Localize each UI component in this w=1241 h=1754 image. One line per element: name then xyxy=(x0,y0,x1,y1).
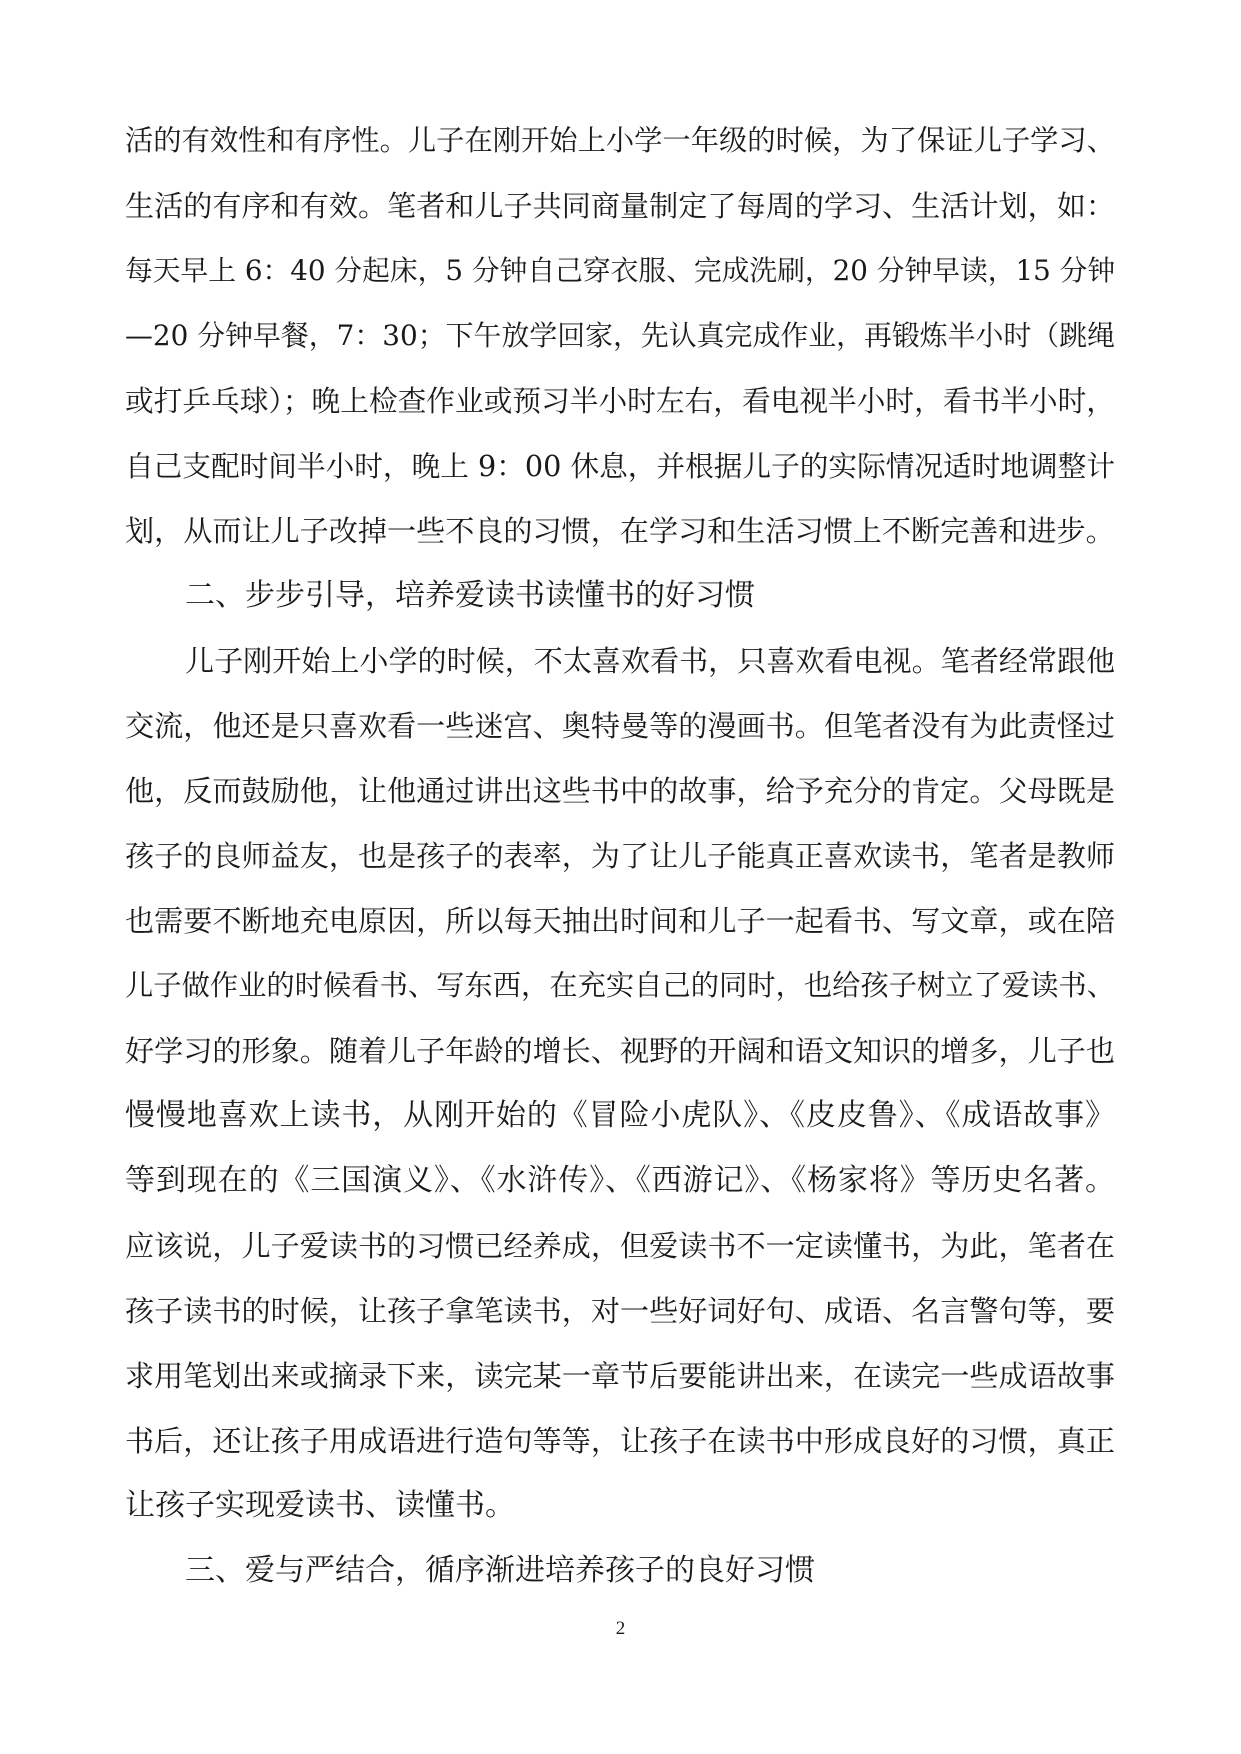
text-line: 孩子的良师益友，也是孩子的表率，为了让儿子能真正喜欢读书，笔者是教师 xyxy=(125,839,1115,873)
page-number: 2 xyxy=(615,1618,626,1639)
text-line: 活的有效性和有序性。儿子在刚开始上小学一年级的时候，为了保证儿子学习、 xyxy=(125,124,1115,157)
text-line: 自己支配时间半小时，晚上 9：00 休息，并根据儿子的实际情况适时地调整计 xyxy=(125,449,1115,483)
text-line: 等到现在的《三国演义》、《水浒传》、《西游记》、《杨家将》等历史名著。 xyxy=(125,1163,1115,1198)
text-line: 求用笔划出来或摘录下来，读完某一章节后要能讲出来，在读完一些成语故事 xyxy=(125,1359,1115,1393)
text-line: 划，从而让儿子改掉一些不良的习惯，在学习和生活习惯上不断完善和进步。 xyxy=(125,514,1115,548)
text-line: 生活的有序和有效。笔者和儿子共同商量制定了每周的学习、生活计划，如： xyxy=(125,189,1115,223)
text-line: 孩子读书的时候，让孩子拿笔读书，对一些好词好句、成语、名言警句等，要 xyxy=(125,1294,1115,1328)
text-line: —20 分钟早餐，7：30；下午放学回家，先认真完成作业，再锻炼半小时（跳绳 xyxy=(125,319,1115,352)
text-line: 他，反而鼓励他，让他通过讲出这些书中的故事，给予充分的肯定。父母既是 xyxy=(125,774,1115,808)
text-line: 或打乒乓球）；晚上检查作业或预习半小时左右，看电视半小时，看书半小时， xyxy=(125,384,1115,418)
text-line: 好学习的形象。随着儿子年龄的增长、视野的开阔和语文知识的增多，儿子也 xyxy=(125,1034,1115,1068)
text-line: 应该说，儿子爱读书的习惯已经养成，但爱读书不一定读懂书，为此，笔者在 xyxy=(125,1229,1115,1263)
text-line: 让孩子实现爱读书、读懂书。 xyxy=(125,1488,515,1523)
section-heading: 三、爱与严结合，循序渐进培养孩子的良好习惯 xyxy=(185,1553,815,1588)
text-line: 儿子做作业的时候看书、写东西，在充实自己的同时，也给孩子树立了爱读书、 xyxy=(125,969,1115,1002)
text-line: 也需要不断地充电原因，所以每天抽出时间和儿子一起看书、写文章，或在陪 xyxy=(125,904,1115,938)
text-line: 书后，还让孩子用成语进行造句等等，让孩子在读书中形成良好的习惯，真正 xyxy=(125,1424,1115,1458)
text-line: 儿子刚开始上小学的时候，不太喜欢看书，只喜欢看电视。笔者经常跟他 xyxy=(185,644,1115,678)
text-line: 慢慢地喜欢上读书，从刚开始的《冒险小虎队》、《皮皮鲁》、《成语故事》 xyxy=(125,1098,1115,1133)
section-heading: 二、步步引导，培养爱读书读懂书的好习惯 xyxy=(185,578,755,613)
text-line: 交流，他还是只喜欢看一些迷宫、奥特曼等的漫画书。但笔者没有为此责怪过 xyxy=(125,709,1115,743)
text-line: 每天早上 6：40 分起床，5 分钟自己穿衣服、完成洗刷，20 分钟早读，15 分钟 xyxy=(125,254,1116,287)
